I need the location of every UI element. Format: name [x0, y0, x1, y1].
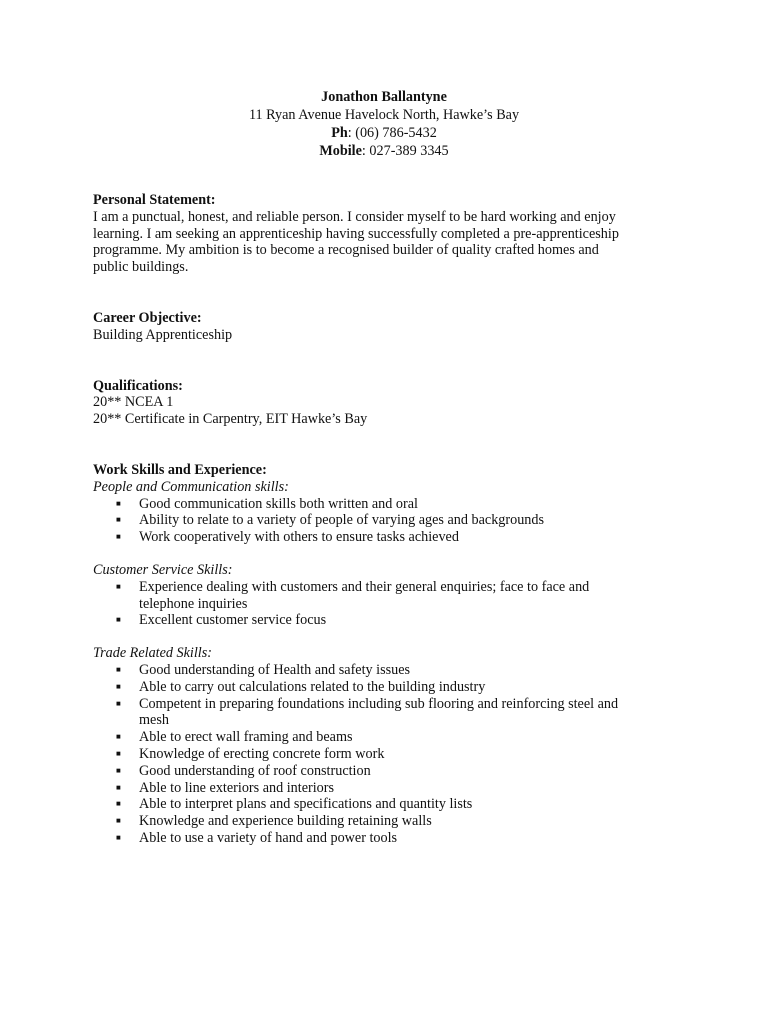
qualification-item: 20** Certificate in Carpentry, EIT Hawke’s Bay	[93, 411, 368, 428]
list-item: ■ Knowledge and experience building retaining walls	[116, 813, 432, 830]
list-item: ■ Experience dealing with customers and their general enquiries; face to face and telephone inquiries	[116, 578, 590, 612]
square-bullet-icon: ■	[116, 732, 121, 742]
square-bullet-icon: ■	[116, 799, 121, 809]
square-bullet-icon: ■	[116, 664, 121, 674]
skills-group-subtitle: Customer Service Skills:	[93, 561, 233, 578]
work-skills-section	[93, 462, 683, 847]
career-objective-text: Building Apprenticeship	[93, 326, 233, 343]
skills-list	[93, 662, 683, 847]
qualification-item: 20** NCEA 1	[93, 394, 174, 411]
square-bullet-icon: ■	[116, 698, 121, 708]
personal-statement-line: I am a punctual, honest, and reliable person. I consider myself to be hard working and enjoy	[93, 208, 616, 225]
list-item: ■ Able to use a variety of hand and power tools	[116, 829, 398, 846]
list-item: ■ Able to line exteriors and interiors	[116, 779, 335, 796]
list-item: ■ Excellent customer service focus	[116, 612, 327, 629]
list-item: ■ Ability to relate to a variety of people of varying ages and backgrounds	[116, 512, 545, 529]
list-item: ■ Able to interpret plans and specifications and quantity lists	[116, 796, 473, 813]
list-item: ■ Work cooperatively with others to ensure tasks achieved	[116, 529, 459, 546]
personal-statement-line: public buildings.	[93, 259, 189, 276]
list-item: ■ Knowledge of erecting concrete form work	[116, 745, 385, 762]
square-bullet-icon: ■	[116, 748, 121, 758]
qualifications-section	[93, 378, 683, 428]
square-bullet-icon: ■	[116, 816, 121, 826]
contact-header	[93, 88, 675, 160]
phone-label: Ph	[331, 125, 348, 141]
work-skills-title: Work Skills and Experience:	[93, 461, 267, 478]
list-item: ■ Good understanding of roof construction	[116, 762, 371, 779]
applicant-name: Jonathon Ballantyne	[321, 89, 447, 105]
mobile-line	[93, 142, 675, 160]
mobile-label: Mobile	[319, 143, 362, 159]
square-bullet-icon: ■	[116, 498, 121, 508]
list-item: ■ Competent in preparing foundations including sub flooring and reinforcing steel and mesh	[116, 695, 619, 729]
list-item: ■ Able to carry out calculations related to the building industry	[116, 678, 486, 695]
square-bullet-icon: ■	[116, 515, 121, 525]
address-line: 11 Ryan Avenue Havelock North, Hawke’s Bay	[248, 107, 520, 123]
career-objective-section	[93, 310, 683, 344]
skills-list	[93, 496, 683, 546]
square-bullet-icon: ■	[116, 681, 121, 691]
personal-statement-line: learning. I am seeking an apprenticeship having successfully completed a pre-apprenticeship	[93, 225, 619, 242]
list-item: ■ Good communication skills both written and oral	[116, 495, 418, 512]
skills-group-subtitle: People and Communication skills:	[93, 478, 289, 495]
list-item: ■ Good understanding of Health and safety issues	[116, 661, 411, 678]
mobile-value: : 027-389 3345	[361, 143, 449, 159]
skills-group-subtitle: Trade Related Skills:	[93, 645, 212, 662]
phone-line	[93, 124, 675, 142]
square-bullet-icon: ■	[116, 832, 121, 842]
square-bullet-icon: ■	[116, 532, 121, 542]
resume-document	[93, 88, 683, 847]
career-objective-title: Career Objective:	[93, 309, 202, 326]
square-bullet-icon: ■	[116, 615, 121, 625]
personal-statement-title: Personal Statement:	[93, 192, 216, 208]
phone-value: : (06) 786-5432	[347, 125, 437, 141]
qualifications-title: Qualifications:	[93, 377, 183, 394]
personal-statement-section	[93, 192, 683, 276]
square-bullet-icon: ■	[116, 765, 121, 775]
list-item: ■ Able to erect wall framing and beams	[116, 729, 353, 746]
personal-statement-line: programme. My ambition is to become a recognised builder of quality crafted homes and	[93, 242, 599, 259]
skills-list	[93, 579, 683, 629]
square-bullet-icon: ■	[116, 782, 121, 792]
square-bullet-icon: ■	[116, 581, 121, 591]
